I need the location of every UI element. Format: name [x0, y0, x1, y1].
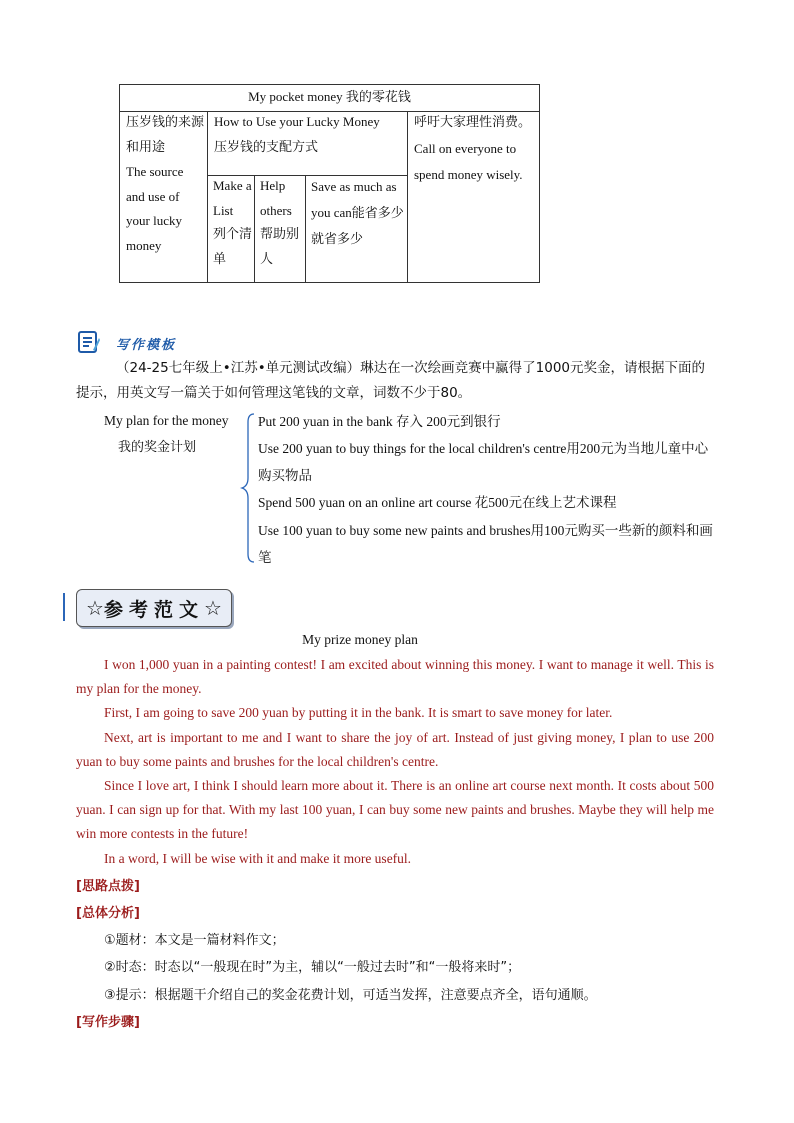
writing-prompt — [76, 356, 712, 406]
plan-left-en: My plan for the money — [104, 413, 229, 428]
plan-item-1: Put 200 yuan in the bank 存入 200元到银行 — [258, 414, 501, 429]
source-en: The source and use of your lucky money — [126, 164, 184, 253]
analysis-item: ③提示：根据题干介绍自己的奖金花费计划，可适当发挥，注意要点齐全，语句通顺。 — [104, 988, 597, 1003]
prompt-text: 琳达在一次绘画竞赛中赢得了1000元奖金，请根据下面的提示，用英文写一篇关于如何管理这笔钱的文章，词数不少于80。 — [76, 360, 706, 401]
essay-paragraph: In a word, I will be wise with it and make it more useful. — [104, 850, 412, 866]
essay-title: My prize money plan — [302, 632, 418, 647]
notepad-icon — [78, 330, 100, 354]
analysis-item: ②时态：时态以“一般现在时”为主，辅以“一般过去时”和“一般将来时”； — [104, 960, 521, 975]
tag-thinking: [思路点拨] — [76, 879, 140, 894]
make-cn: 列个清单 — [213, 227, 253, 267]
call-en: Call on everyone to spend money wisely. — [414, 141, 523, 182]
star-icon: ☆ — [86, 596, 104, 620]
plan-item-4: Use 100 yuan to buy some new paints and brushes用100元购买一些新的颜料和画笔 — [258, 523, 713, 565]
essay-body — [76, 653, 714, 871]
source-cn: 压岁钱的来源和用途 — [126, 115, 205, 155]
help-cn: 帮助别人 — [260, 227, 300, 267]
reference-badge — [76, 589, 232, 627]
essay-paragraph: Since I love art, I think I should learn more about it. There is an online art course next month. It costs about 500 yuan. I can sign up for that. With my last 100 yuan, I can buy some new paints and brushes. Maybe they will help me win more contests in the future! — [76, 778, 714, 842]
how-cell — [214, 109, 404, 161]
how-cn: 压岁钱的支配方式 — [214, 140, 319, 155]
make-en: Make a List — [213, 178, 252, 218]
help-others-cell — [260, 174, 304, 272]
reference-marker — [63, 593, 65, 621]
tag-overall: [总体分析] — [76, 906, 140, 921]
table-divider — [407, 112, 408, 283]
help-en: Help others — [260, 178, 292, 218]
plan-item-2: Use 200 yuan to buy things for the local children's centre用200元为当地儿童中心购买物品 — [258, 441, 709, 483]
reference-label: 参考范文 — [103, 598, 204, 621]
table-title: My pocket money 我的零花钱 — [120, 85, 539, 112]
make-list-cell — [213, 174, 253, 272]
essay-paragraph: First, I am going to save 200 yuan by putting it in the bank. It is smart to save money for later. — [104, 705, 613, 721]
source-cell — [126, 111, 204, 258]
plan-brace — [240, 412, 256, 568]
prompt-source: （24-25七年级上•江苏•单元测试改编） — [116, 360, 361, 376]
essay-paragraph: Next, art is important to me and I want to share the joy of art. Instead of just giving money, I plan to use 200 yuan to buy some paints and brushes for the local children's centre. — [76, 729, 714, 769]
call-on-cell — [414, 109, 534, 188]
save-cell: Save as much as you can能省多少就省多少 — [311, 179, 404, 246]
star-icon: ☆ — [204, 596, 222, 620]
pocket-money-table — [119, 84, 540, 283]
tag-steps: [写作步骤] — [76, 1015, 140, 1030]
table-divider — [207, 112, 208, 283]
plan-left-cn: 我的奖金计划 — [118, 440, 197, 455]
essay-paragraph: I won 1,000 yuan in a painting contest! I am excited about winning this money. I want to manage it well. This is my plan for the money. — [76, 657, 714, 697]
analysis-item: ①题材：本文是一篇材料作文； — [104, 933, 285, 948]
call-cn: 呼吁大家理性消费。 — [414, 115, 532, 130]
section-title: 写作模板 — [116, 338, 177, 353]
plan-item-3: Spend 500 yuan on an online art course 花500元在线上艺术课程 — [258, 495, 617, 510]
how-en: How to Use your Lucky Money — [214, 114, 380, 129]
table-divider — [305, 175, 306, 283]
table-divider — [254, 175, 255, 283]
